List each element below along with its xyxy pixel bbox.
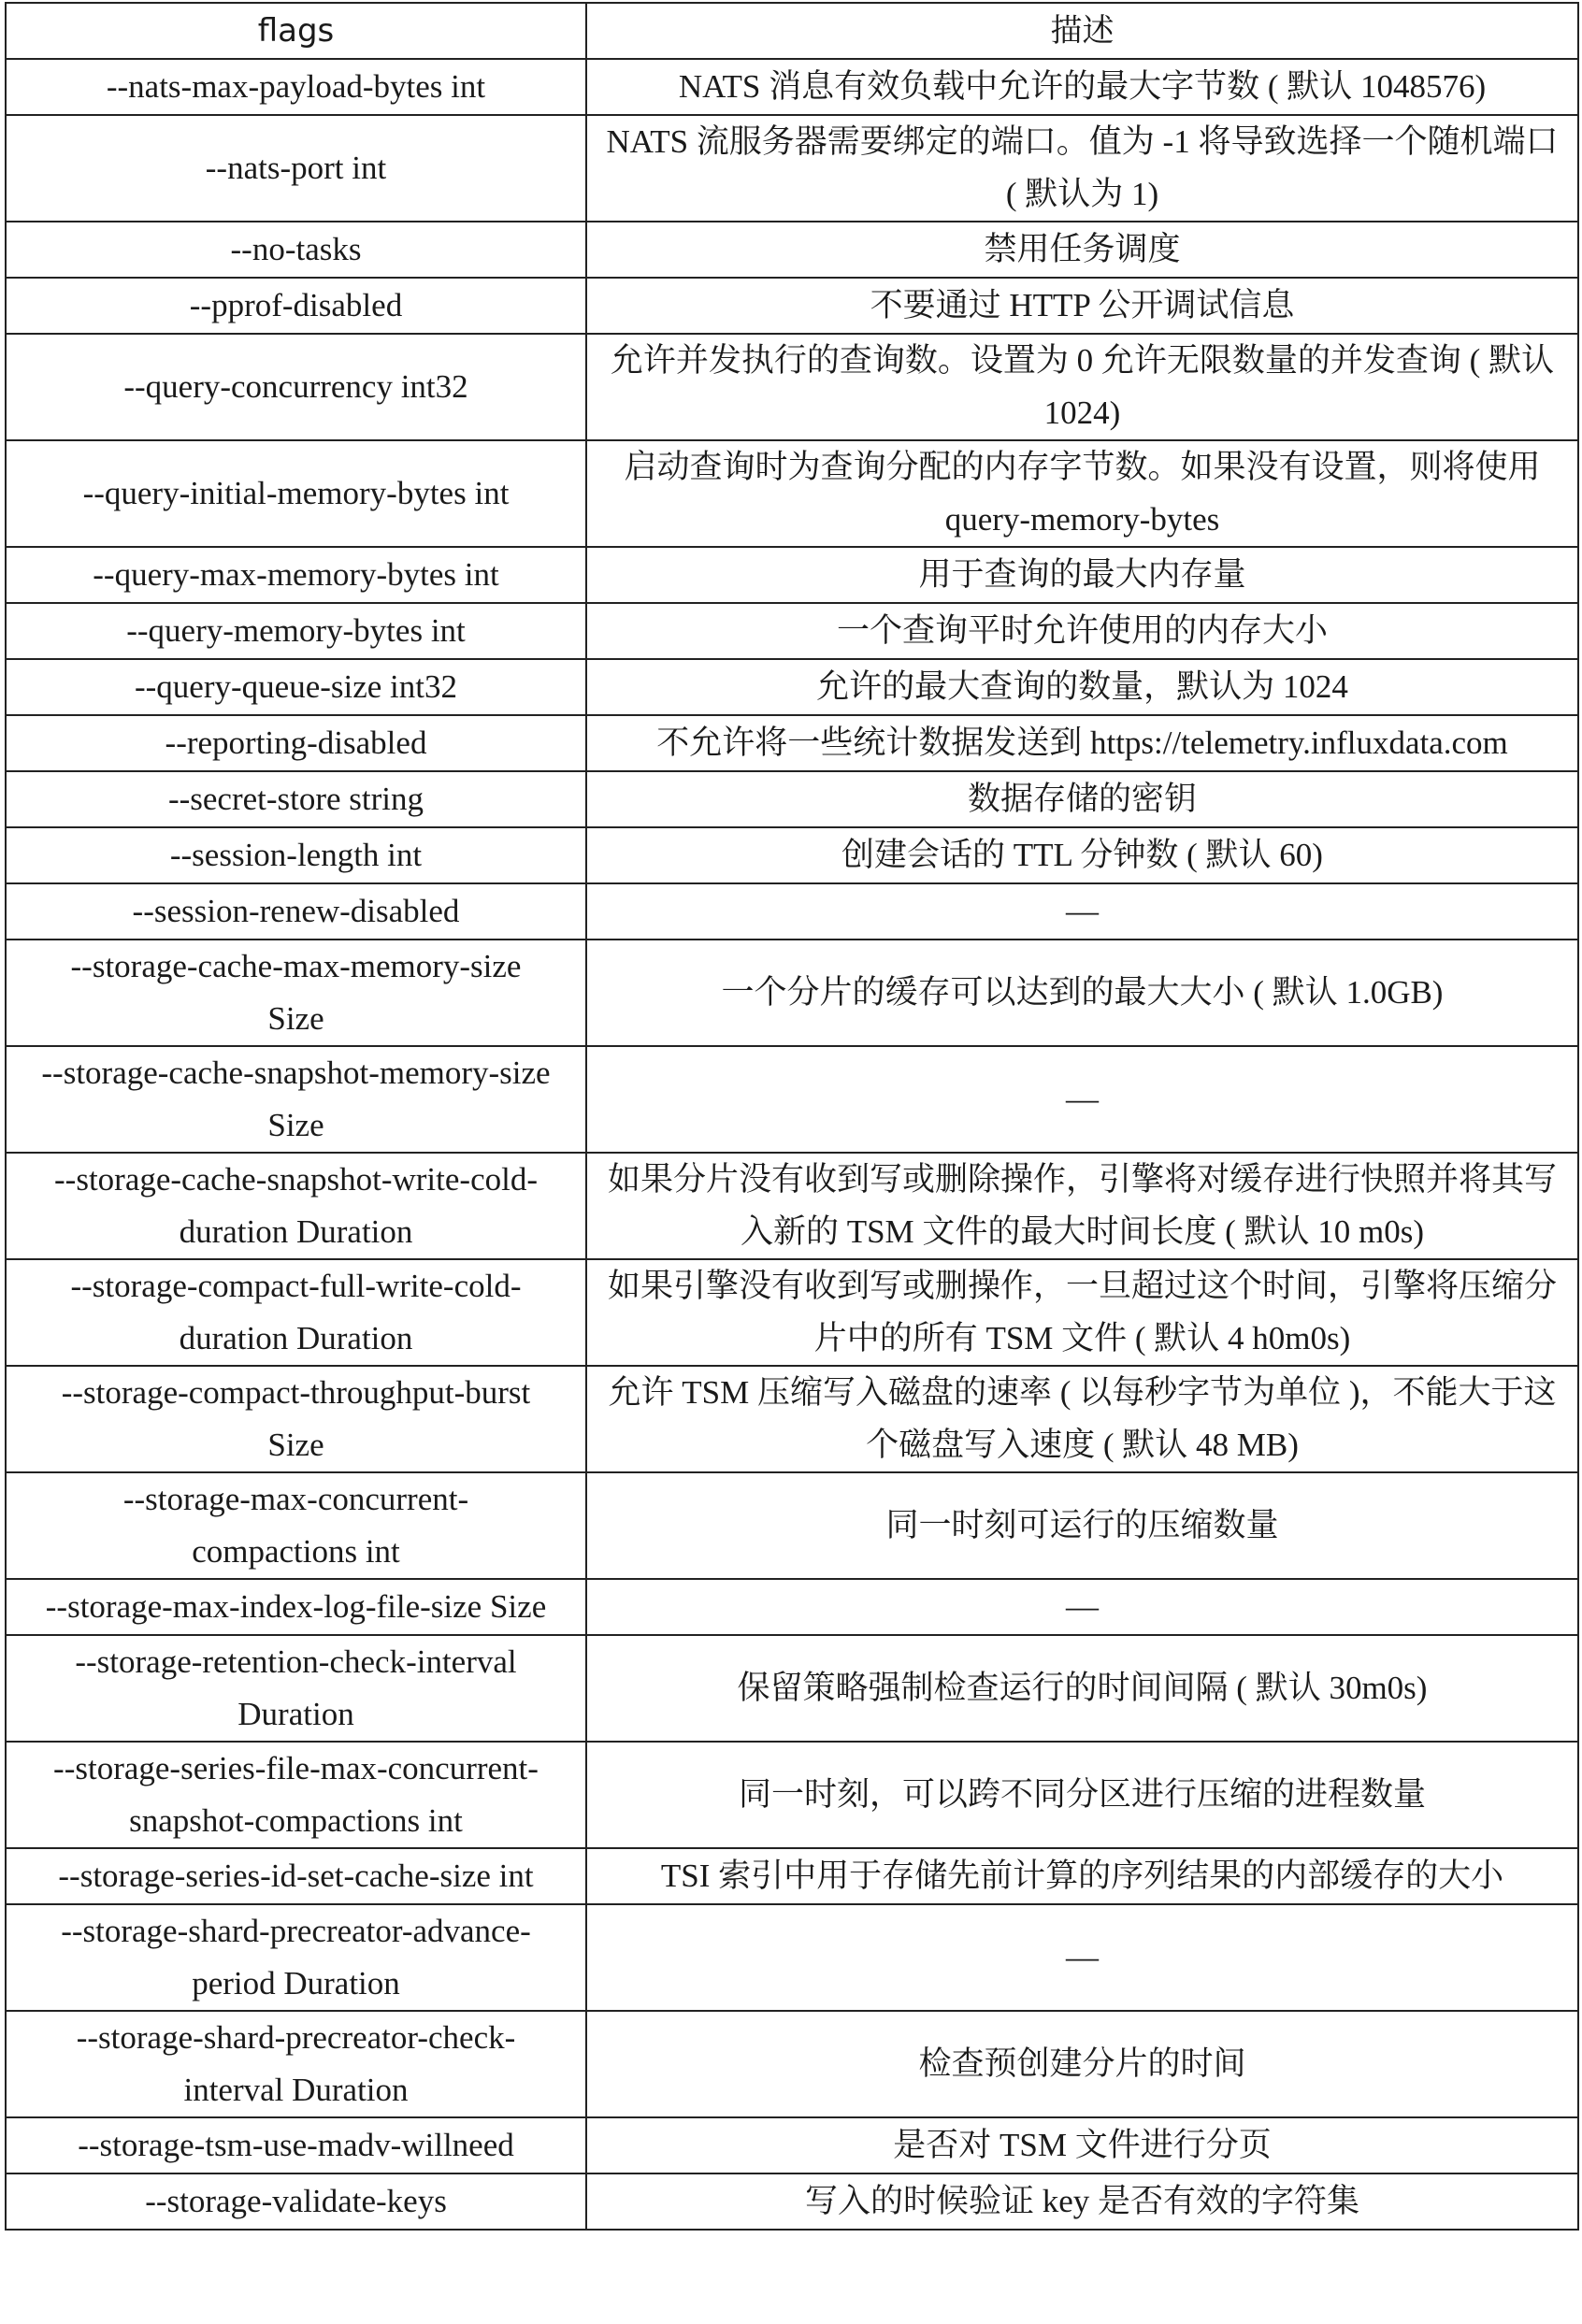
description-cell: 写入的时候验证 key 是否有效的字符集 [586, 2173, 1578, 2230]
description-cell: 如果引擎没有收到写或删操作，一旦超过这个时间，引擎将压缩分片中的所有 TSM 文件 ( 默认 4 h0m0s) [586, 1259, 1578, 1366]
flag-cell: --storage-shard-precreator-advance- period Duration [6, 1904, 586, 2011]
table-row [6, 659, 1578, 715]
description-cell: 允许的最大查询的数量，默认为 1024 [586, 659, 1578, 715]
flag-cell: --reporting-disabled [6, 715, 586, 771]
table-row [6, 222, 1578, 278]
table-row [6, 883, 1578, 940]
flag-cell: --storage-tsm-use-madv-willneed [6, 2117, 586, 2173]
table-row [6, 1742, 1578, 1848]
description-cell: 检查预创建分片的时间 [586, 2011, 1578, 2117]
table-row [6, 1635, 1578, 1742]
description-cell: TSI 索引中用于存储先前计算的序列结果的内部缓存的大小 [586, 1848, 1578, 1904]
flag-cell: --storage-retention-check-interval Duration [6, 1635, 586, 1742]
table-row [6, 771, 1578, 827]
table-row [6, 1579, 1578, 1635]
flag-cell: --nats-max-payload-bytes int [6, 59, 586, 115]
table-row [6, 334, 1578, 440]
table-row [6, 603, 1578, 659]
flag-cell: --secret-store string [6, 771, 586, 827]
description-cell: 用于查询的最大内存量 [586, 547, 1578, 603]
header-flags: flags [6, 3, 586, 59]
table-row [6, 827, 1578, 883]
description-cell: 一个分片的缓存可以达到的最大大小 ( 默认 1.0GB) [586, 940, 1578, 1046]
flag-cell: --storage-compact-full-write-cold- duration Duration [6, 1259, 586, 1366]
table-row [6, 1153, 1578, 1259]
description-cell: 是否对 TSM 文件进行分页 [586, 2117, 1578, 2173]
flag-cell: --storage-series-file-max-concurrent- snapshot-compactions int [6, 1742, 586, 1848]
table-row [6, 2117, 1578, 2173]
flag-cell: --storage-validate-keys [6, 2173, 586, 2230]
flag-cell: --storage-cache-snapshot-write-cold- duration Duration [6, 1153, 586, 1259]
flag-cell: --query-queue-size int32 [6, 659, 586, 715]
table-row [6, 1259, 1578, 1366]
flag-cell: --query-max-memory-bytes int [6, 547, 586, 603]
table-row [6, 1366, 1578, 1472]
description-cell: — [586, 883, 1578, 940]
table-row [6, 1848, 1578, 1904]
table-row [6, 115, 1578, 222]
description-cell: 禁用任务调度 [586, 222, 1578, 278]
description-cell: NATS 流服务器需要绑定的端口。值为 -1 将导致选择一个随机端口 ( 默认为 1) [586, 115, 1578, 222]
description-cell: — [586, 1046, 1578, 1153]
description-cell: 数据存储的密钥 [586, 771, 1578, 827]
description-cell: 同一时刻，可以跨不同分区进行压缩的进程数量 [586, 1742, 1578, 1848]
table-row [6, 59, 1578, 115]
header-row [6, 3, 1578, 59]
table-row [6, 1904, 1578, 2011]
table-row [6, 547, 1578, 603]
description-cell: 如果分片没有收到写或删除操作，引擎将对缓存进行快照并将其写入新的 TSM 文件的最大时间长度 ( 默认 10 m0s) [586, 1153, 1578, 1259]
table-row [6, 2011, 1578, 2117]
description-cell: 允许 TSM 压缩写入磁盘的速率 ( 以每秒字节为单位 )，不能大于这个磁盘写入速度 ( 默认 48 MB) [586, 1366, 1578, 1472]
flag-cell: --session-length int [6, 827, 586, 883]
description-cell: — [586, 1579, 1578, 1635]
table-row [6, 1046, 1578, 1153]
flag-cell: --storage-cache-snapshot-memory-size Size [6, 1046, 586, 1153]
table-row [6, 940, 1578, 1046]
flag-cell: --storage-shard-precreator-check- interval Duration [6, 2011, 586, 2117]
description-cell: 创建会话的 TTL 分钟数 ( 默认 60) [586, 827, 1578, 883]
flag-cell: --storage-max-index-log-file-size Size [6, 1579, 586, 1635]
description-cell: 不要通过 HTTP 公开调试信息 [586, 278, 1578, 334]
flag-cell: --session-renew-disabled [6, 883, 586, 940]
flag-cell: --query-initial-memory-bytes int [6, 440, 586, 547]
flag-cell: --query-memory-bytes int [6, 603, 586, 659]
description-cell: NATS 消息有效负载中允许的最大字节数 ( 默认 1048576) [586, 59, 1578, 115]
header-description: 描述 [586, 3, 1578, 59]
description-cell: 保留策略强制检查运行的时间间隔 ( 默认 30m0s) [586, 1635, 1578, 1742]
flag-cell: --storage-compact-throughput-burst Size [6, 1366, 586, 1472]
description-cell: 启动查询时为查询分配的内存字节数。如果没有设置，则将使用 query-memory-bytes [586, 440, 1578, 547]
flag-cell: --no-tasks [6, 222, 586, 278]
flag-cell: --storage-series-id-set-cache-size int [6, 1848, 586, 1904]
table-row [6, 1472, 1578, 1579]
table-row [6, 440, 1578, 547]
flags-table [5, 2, 1579, 2231]
table-row [6, 278, 1578, 334]
flag-cell: --storage-cache-max-memory-size Size [6, 940, 586, 1046]
description-cell: 不允许将一些统计数据发送到 https://telemetry.influxdata.com [586, 715, 1578, 771]
description-cell: 同一时刻可运行的压缩数量 [586, 1472, 1578, 1579]
description-cell: 一个查询平时允许使用的内存大小 [586, 603, 1578, 659]
description-cell: — [586, 1904, 1578, 2011]
flag-cell: --pprof-disabled [6, 278, 586, 334]
flag-cell: --nats-port int [6, 115, 586, 222]
table-row [6, 715, 1578, 771]
flag-cell: --storage-max-concurrent- compactions int [6, 1472, 586, 1579]
flag-cell: --query-concurrency int32 [6, 334, 586, 440]
table-row [6, 2173, 1578, 2230]
description-cell: 允许并发执行的查询数。设置为 0 允许无限数量的并发查询 ( 默认 1024) [586, 334, 1578, 440]
